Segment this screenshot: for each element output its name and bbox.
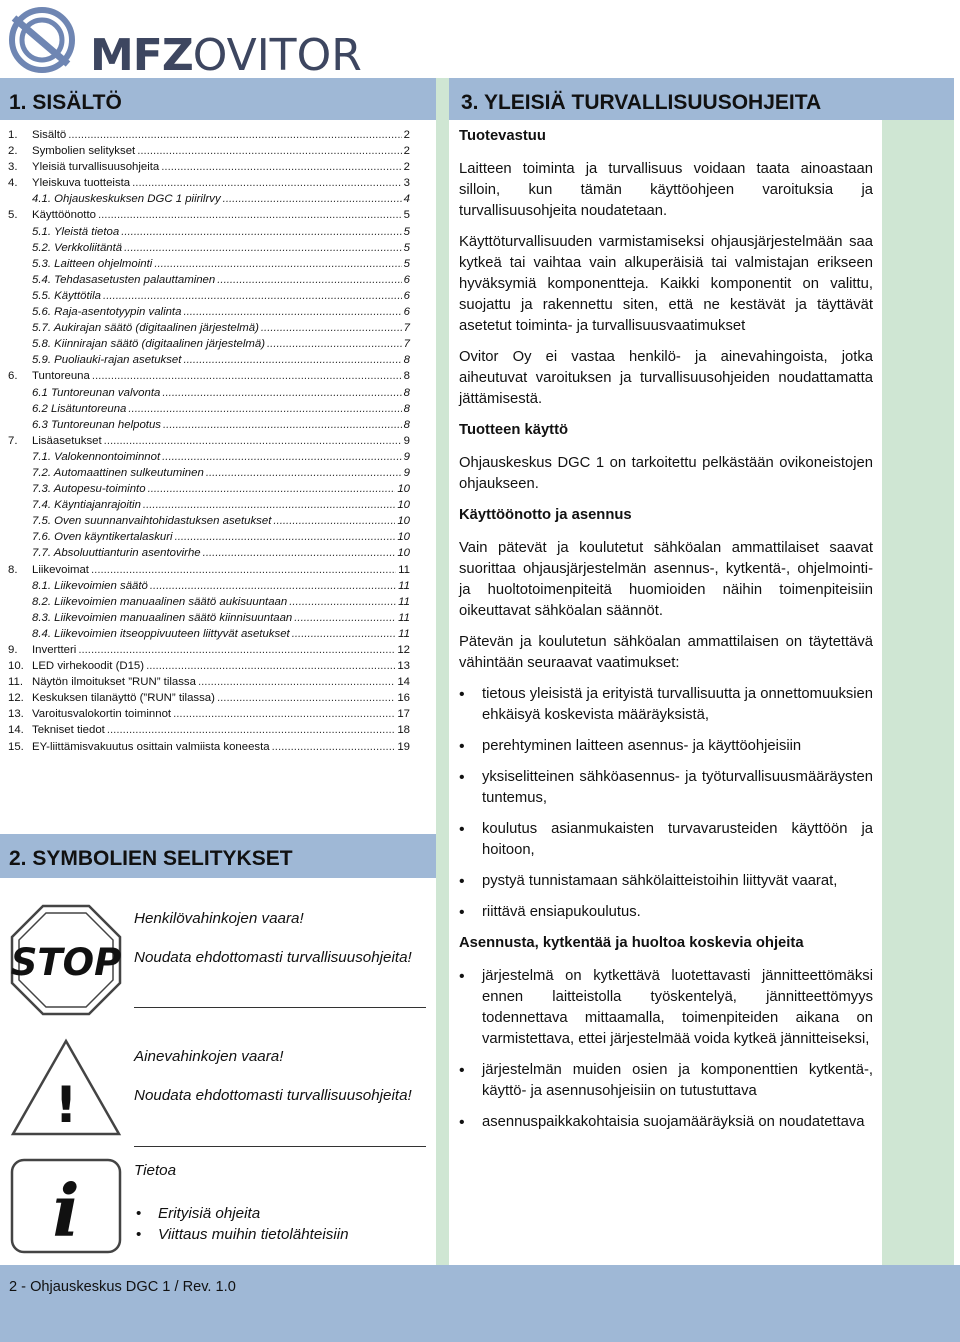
toc-entry-number: 6. (8, 370, 18, 383)
toc-entry-page: 6 (403, 289, 410, 302)
paragraph: Käyttöturvallisuuden varmistamiseksi ohjausjärjestelmään saa kytkeä tai vaihtaa vain alkuperäisiä tai valmistajan erikseen hyväksymiä komponentteja. Kaikki komponentit on valittu, suojattu ja rakennettu siten, että ne kestävät ja täyttävät asetetut toiminta- ja turvallisuusvaatimukset (459, 234, 873, 334)
toc-entry[interactable] (8, 240, 410, 256)
toc-entry-title: 8.2. Liikevoimien manuaalinen säätö aukisuuntaan (32, 595, 288, 608)
toc-leader-dots (137, 143, 401, 159)
stop-sign-text: STOP (10, 941, 122, 984)
toc-leader-dots (98, 207, 402, 223)
toc-leader-dots (146, 658, 395, 674)
toc-title: 1. SISÄLTÖ (9, 91, 122, 114)
toc-entry[interactable] (8, 642, 410, 658)
list-item: • järjestelmän muiden osien ja komponenttien kytkentä-, käyttö- ja asennusohjeisiin on tutustuttava (459, 1060, 873, 1102)
toc-entry-page: 9 (403, 450, 410, 463)
list-item: • perehtyminen laitteen asennus- ja käyttöohjeisiin (459, 736, 873, 757)
toc-entry-page: 11 (398, 611, 410, 624)
center-gutter-strip (436, 78, 449, 1265)
toc-entry[interactable] (8, 127, 410, 143)
toc-leader-dots (294, 610, 396, 626)
toc-entry-title: 6.1 Tuntoreunan valvonta (32, 386, 161, 399)
toc-entry-page: 19 (397, 740, 410, 753)
toc-entry-title: 5.5. Käyttötila (32, 289, 102, 302)
right-edge-strip (882, 120, 954, 1265)
toc-entry-title: 7.6. Oven käyntikertalaskuri (32, 531, 173, 544)
toc-entry[interactable] (8, 352, 410, 368)
toc-entry-title: EY-liittämisvakuutus osittain valmiista koneesta (32, 740, 270, 753)
toc-entry[interactable] (8, 224, 410, 240)
toc-entry[interactable] (8, 143, 410, 159)
symbol-warning (0, 1030, 430, 1150)
toc-entry-page: 10 (397, 499, 410, 512)
toc-leader-dots (132, 175, 402, 191)
toc-leader-dots (78, 642, 395, 658)
toc-leader-dots (272, 739, 396, 755)
list-item: • tietous yleisistä ja erityistä turvallisuutta ja onnettomuuksien ehkäisyä koskevista määräyksistä, (459, 684, 873, 726)
toc-leader-dots (104, 433, 402, 449)
toc-entry[interactable] (8, 610, 410, 626)
toc-leader-dots (148, 481, 396, 497)
toc-entry-title: 8.1. Liikevoimien säätö (32, 579, 148, 592)
toc-entry-page: 11 (398, 579, 410, 592)
toc-entry-title: 5.1. Yleistä tietoa (32, 225, 120, 238)
toc-entry-page: 10 (397, 531, 410, 544)
logo-wordmark: MFZOVITOR (90, 30, 362, 81)
toc-entry-title: 5.8. Kiinnirajan säätö (digitaalinen järjestelmä) (32, 338, 266, 351)
toc-leader-dots (223, 191, 402, 207)
toc-entry-title: 7.4. Käyntiajanrajoitin (32, 499, 141, 512)
toc-entry[interactable] (8, 739, 410, 755)
toc-entry-page: 8 (403, 370, 410, 383)
toc-leader-dots (154, 256, 401, 272)
subheading-responsibility: Tuotevastuu (459, 128, 546, 144)
toc-entry[interactable] (8, 706, 410, 722)
list-item: • yksiselitteinen sähköasennus- ja työturvallisuusmääräysten tuntemus, (459, 767, 873, 809)
toc-leader-dots (121, 224, 401, 240)
toc-leader-dots (273, 513, 395, 529)
toc-entry[interactable] (8, 417, 410, 433)
toc-entry[interactable] (8, 401, 410, 417)
toc-leader-dots (173, 706, 395, 722)
info-bullets (134, 1203, 419, 1245)
toc-entry-page: 6 (403, 273, 410, 286)
toc-entry[interactable] (8, 207, 410, 223)
toc-entry-page: 10 (397, 515, 410, 528)
symbols-title: 2. SYMBOLIEN SELITYKSET (9, 847, 293, 870)
toc-entry-title: 6.2 Lisätuntoreuna (32, 402, 127, 415)
list-item: • järjestelmä on kytkettävä luotettavasti jännitteettömäksi ennen laitteistolla työskentelyä, jännitteettömyys todennettava mittaamalla, toimenpiteiden aikana on varmistettava, ettei järjestelmää voida kytkeä jännitteiseksi, (459, 966, 873, 1050)
toc-entry-title: Symbolien selitykset (32, 145, 136, 158)
toc-entry-page: 9 (403, 466, 410, 479)
toc-entry-page: 16 (397, 692, 410, 705)
toc-entry[interactable] (8, 385, 410, 401)
toc-entry-page: 13 (397, 660, 410, 673)
toc-entry-page: 6 (403, 306, 410, 319)
info-bullet: • Viittaus muihin tietolähteisiin (134, 1224, 419, 1245)
toc-entry[interactable] (8, 497, 410, 513)
warning-mark: ! (54, 1076, 78, 1134)
toc-entry-title: 6.3 Tuntoreunan helpotus (32, 418, 161, 431)
toc-entry-page: 7 (403, 322, 410, 335)
subheading-use: Tuotteen käyttö (459, 422, 569, 438)
page-footer: 2 - Ohjauskeskus DGC 1 / Rev. 1.0 (9, 1279, 236, 1295)
toc-entry-title: 7.2. Automaattinen sulkeutuminen (32, 466, 204, 479)
toc-leader-dots (162, 449, 402, 465)
toc-entry[interactable] (8, 449, 410, 465)
toc-entry-title: 8.3. Liikevoimien manuaalinen säätö kiinnisuuntaan (32, 611, 293, 624)
toc-entry-page: 11 (398, 595, 410, 608)
toc-leader-dots (124, 240, 402, 256)
toc-entry[interactable] (8, 545, 410, 561)
info-icon (10, 1158, 122, 1254)
toc-leader-dots (161, 159, 401, 175)
divider (134, 1146, 426, 1147)
toc-leader-dots (103, 288, 402, 304)
toc-entry-page: 5 (403, 209, 410, 222)
toc-entry-page: 4 (403, 193, 410, 206)
paragraph: Pätevän ja koulutetun sähköalan ammattilaisen on täytettävä vähintään seuraavat vaatimukset: (459, 634, 873, 671)
toc-entry-title: Liikevoimat (32, 563, 89, 576)
toc-entry-page: 2 (403, 161, 410, 174)
toc-leader-dots (289, 594, 396, 610)
logo-circle-icon (6, 4, 86, 76)
toc-entry-number: 13. (8, 708, 24, 721)
logo (6, 4, 362, 81)
toc-entry-page: 3 (403, 177, 410, 190)
toc-leader-dots (143, 497, 395, 513)
toc-entry-page: 5 (403, 257, 410, 270)
toc-entry-number: 11. (8, 676, 23, 689)
toc-leader-dots (198, 674, 395, 690)
toc-entry-title: 5.2. Verkkoliitäntä (32, 241, 123, 254)
symbol-stop (0, 900, 430, 1020)
toc-leader-dots (206, 465, 402, 481)
toc-entry-number: 14. (8, 724, 24, 737)
toc-entry-number: 8. (8, 563, 18, 576)
toc-entry-number: 15. (8, 740, 24, 753)
toc-leader-dots (68, 127, 401, 143)
toc-entry[interactable] (8, 722, 410, 738)
toc-leader-dots (217, 272, 401, 288)
toc-entry-title: 8.4. Liikevoimien itseoppivuuteen liittyvät asetukset (32, 627, 290, 640)
toc-entry-page: 8 (403, 354, 410, 367)
toc-leader-dots (183, 352, 401, 368)
toc-entry[interactable] (8, 191, 410, 207)
toc-entry-number: 3. (8, 161, 18, 174)
toc-entry[interactable] (8, 578, 410, 594)
subheading-install: Käyttöönotto ja asennus (459, 507, 632, 523)
toc-entry-title: Näytön ilmoitukset ”RUN” tilassa (32, 676, 196, 689)
toc-entry-page: 7 (403, 338, 410, 351)
toc-entry-page: 8 (403, 402, 410, 415)
toc-entry-page: 11 (398, 563, 410, 576)
toc-entry-number: 12. (8, 692, 24, 705)
toc-entry-title: Käyttöönotto (32, 209, 96, 222)
toc-entry-page: 12 (397, 644, 410, 656)
toc-entry[interactable] (8, 674, 410, 690)
paragraph: Ohjauskeskus DGC 1 on tarkoitettu pelkästään ovikoneistojen ohjaukseen. (459, 455, 873, 492)
service-list (459, 966, 873, 1133)
info-bullet: • Erityisiä ohjeita (134, 1203, 419, 1224)
list-item: • pystyä tunnistamaan sähkölaitteistoihin liittyvät vaarat, (459, 871, 873, 892)
toc-entry-page: 8 (403, 386, 410, 399)
warning-heading: Ainevahinkojen vaara! (134, 1048, 284, 1065)
toc-entry-page: 2 (403, 129, 410, 141)
toc-leader-dots (203, 545, 396, 561)
toc-entry-title: 4.1. Ohjauskeskuksen DGC 1 piirilrvy (32, 193, 221, 206)
toc-entry-title: 7.5. Oven suunnanvaihtohidastuksen asetukset (32, 515, 272, 528)
toc-entry[interactable] (8, 175, 410, 191)
warning-text: Noudata ehdottomasti turvallisuusohjeita! (134, 1087, 412, 1104)
toc-entry[interactable] (8, 465, 410, 481)
toc-entry-page: 9 (403, 434, 410, 447)
warning-triangle-icon (10, 1038, 122, 1138)
toc-leader-dots (163, 417, 402, 433)
stop-sign-icon (10, 904, 122, 1016)
toc-entry[interactable] (8, 658, 410, 674)
toc-entry-number: 10. (8, 660, 24, 673)
paragraph: Ovitor Oy ei vastaa henkilö- ja ainevahingoista, jotka aiheutuvat varoituksen ja turvallisuusohjeiden noudattamatta jättämisestä. (459, 349, 873, 407)
toc-entry-number: 2. (8, 145, 18, 158)
toc-leader-dots (267, 336, 402, 352)
toc-entry[interactable] (8, 594, 410, 610)
toc-entry-page: 11 (398, 627, 410, 640)
toc-entry-title: Lisäasetukset (32, 434, 102, 447)
paragraph: Laitteen toiminta ja turvallisuus voidaan taata ainoastaan silloin, kun tämän käyttöohjeen varoituksia ja turvallisuusohjeita noudatetaan. (459, 161, 873, 219)
toc-entry-number: 7. (8, 434, 18, 447)
toc-entry-title: 7.3. Autopesu-toiminto (32, 483, 146, 496)
toc-entry-title: 7.1. Valokennontoiminnot (32, 450, 161, 463)
toc-entry[interactable] (8, 690, 410, 706)
toc-leader-dots (261, 320, 402, 336)
toc-leader-dots (183, 304, 401, 320)
toc-entry[interactable] (8, 513, 410, 529)
toc-entry-title: 5.9. Puoliauki-rajan asetukset (32, 354, 182, 367)
toc-entry[interactable] (8, 336, 410, 352)
toc-entry-title: 7.7. Absoluuttianturin asentovirhe (32, 547, 201, 560)
list-item: • asennuspaikkakohtaisia suojamääräyksiä on noudatettava (459, 1112, 873, 1133)
toc-leader-dots (162, 385, 401, 401)
info-heading: Tietoa (134, 1162, 177, 1179)
toc-entry-title: Tuntoreuna (32, 370, 90, 383)
toc-leader-dots (217, 690, 395, 706)
toc-entry[interactable] (8, 320, 410, 336)
toc-entry-number: 1. (8, 129, 18, 141)
toc-entry-number: 4. (8, 177, 18, 190)
toc-entry-page: 10 (397, 483, 410, 496)
toc-entry-page: 17 (397, 708, 410, 721)
toc-entry-page: 8 (403, 418, 410, 431)
paragraph: Vain pätevät ja koulutetut sähköalan ammattilaiset saavat suorittaa ohjausjärjestelmän asennus-, kytkentä-, ohjelmointi- ja huoltotoimenpiteitä huomioiden näihin toimenpiteisiin oikeuttavat sähköalan säännöt. (459, 540, 873, 619)
toc-entry-title: Invertteri (32, 644, 77, 656)
stop-text: Noudata ehdottomasti turvallisuusohjeita! (134, 949, 412, 966)
stop-heading: Henkilövahinkojen vaara! (134, 910, 304, 927)
toc-entry-title: LED virhekoodit (D15) (32, 660, 145, 673)
toc-entry[interactable] (8, 159, 410, 175)
toc-entry-page: 10 (397, 547, 410, 560)
toc-entry-page: 5 (403, 225, 410, 238)
toc-entry[interactable] (8, 481, 410, 497)
toc-entry[interactable] (8, 256, 410, 272)
toc-leader-dots (150, 578, 396, 594)
toc-entry-title: Yleisiä turvallisuusohjeita (32, 161, 160, 174)
toc-entry-number: 9. (8, 644, 18, 656)
toc-entry[interactable] (8, 529, 410, 545)
toc-entry-title: Tekniset tiedot (32, 724, 105, 737)
toc-entry-title: 5.3. Laitteen ohjelmointi (32, 257, 153, 270)
toc-entry[interactable] (8, 562, 410, 578)
toc-entry-title: Sisältö (32, 129, 67, 141)
list-item: • riittävä ensiapukoulutus. (459, 902, 873, 923)
toc-entry[interactable] (8, 626, 410, 642)
toc-leader-dots (175, 529, 396, 545)
toc-entry-title: Keskuksen tilanäyttö (”RUN” tilassa) (32, 692, 215, 705)
toc-entry[interactable] (8, 288, 410, 304)
toc-entry[interactable] (8, 272, 410, 288)
toc-entry[interactable] (8, 368, 410, 384)
toc-entry-title: 5.6. Raja-asentotyypin valinta (32, 306, 182, 319)
table-of-contents (8, 127, 410, 755)
requirements-list (459, 684, 873, 923)
toc-leader-dots (92, 368, 402, 384)
toc-entry-title: Yleiskuva tuotteista (32, 177, 131, 190)
toc-entry-page: 5 (403, 241, 410, 254)
toc-entry-title: Varoitusvalokortin toiminnot (32, 708, 172, 721)
subheading-service: Asennusta, kytkentää ja huoltoa koskevia ohjeita (459, 935, 804, 951)
toc-leader-dots (107, 722, 396, 738)
toc-leader-dots (91, 562, 396, 578)
divider (134, 1007, 426, 1008)
info-mark: i (52, 1168, 80, 1253)
toc-entry-page: 14 (397, 676, 410, 689)
symbol-info (0, 1152, 430, 1264)
toc-entry[interactable] (8, 304, 410, 320)
toc-leader-dots (292, 626, 396, 642)
toc-entry-number: 5. (8, 209, 18, 222)
toc-entry-title: 5.4. Tehdasasetusten palauttaminen (32, 273, 216, 286)
safety-title: 3. YLEISIÄ TURVALLISUUSOHJEITA (461, 91, 822, 114)
toc-entry-title: 5.7. Aukirajan säätö (digitaalinen järjestelmä) (32, 322, 259, 335)
list-item: • koulutus asianmukaisten turvavarusteiden käyttöön ja hoitoon, (459, 819, 873, 861)
toc-entry[interactable] (8, 433, 410, 449)
toc-entry-page: 18 (397, 724, 410, 737)
safety-content (459, 122, 873, 1143)
toc-leader-dots (128, 401, 401, 417)
toc-entry-page: 2 (403, 145, 410, 158)
